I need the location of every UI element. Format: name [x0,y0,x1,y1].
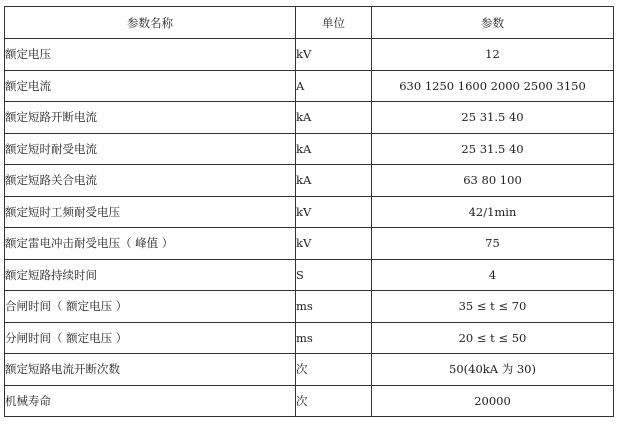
header-unit: 单位 [296,7,372,39]
table-row [5,322,614,354]
row-unit: kA [296,102,372,134]
row-unit: kV [296,228,372,260]
table-row [5,133,614,165]
table-row [5,354,614,386]
table-row [5,385,614,417]
row-value: 20000 [372,385,614,417]
table-row [5,196,614,228]
row-name: 机械寿命 [5,385,296,417]
row-value: 25 31.5 40 [372,102,614,134]
row-value: 25 31.5 40 [372,133,614,165]
row-unit: A [296,70,372,102]
header-row [5,7,614,39]
row-name: 额定短路持续时间 [5,259,296,291]
row-name: 额定短路开断电流 [5,102,296,134]
row-name: 分闸时间（ 额定电压 ） [5,322,296,354]
parameters-table [4,6,614,417]
table-row [5,291,614,323]
row-name: 额定电流 [5,70,296,102]
row-name: 额定短路电流开断次数 [5,354,296,386]
row-value: 630 1250 1600 2000 2500 3150 [372,70,614,102]
row-value: 50(40kA 为 30) [372,354,614,386]
header-parameter-name: 参数名称 [5,7,296,39]
row-value: 35 ≤ t ≤ 70 [372,291,614,323]
row-name: 额定短时耐受电流 [5,133,296,165]
row-value: 42/1min [372,196,614,228]
table-row [5,165,614,197]
table-row [5,39,614,71]
row-value: 4 [372,259,614,291]
table-row [5,228,614,260]
row-unit: kV [296,39,372,71]
table-row [5,102,614,134]
row-value: 20 ≤ t ≤ 50 [372,322,614,354]
row-unit: 次 [296,354,372,386]
row-unit: kA [296,133,372,165]
row-name: 额定电压 [5,39,296,71]
row-name: 合闸时间（ 额定电压 ） [5,291,296,323]
row-unit: S [296,259,372,291]
row-unit: ms [296,291,372,323]
row-name: 额定短路关合电流 [5,165,296,197]
row-value: 63 80 100 [372,165,614,197]
row-unit: kV [296,196,372,228]
row-value: 12 [372,39,614,71]
row-unit: kA [296,165,372,197]
row-unit: ms [296,322,372,354]
row-name: 额定雷电冲击耐受电压（ 峰值 ） [5,228,296,260]
table-row [5,259,614,291]
row-unit: 次 [296,385,372,417]
row-value: 75 [372,228,614,260]
row-name: 额定短时工频耐受电压 [5,196,296,228]
header-parameter-value: 参数 [372,7,614,39]
table-row [5,70,614,102]
